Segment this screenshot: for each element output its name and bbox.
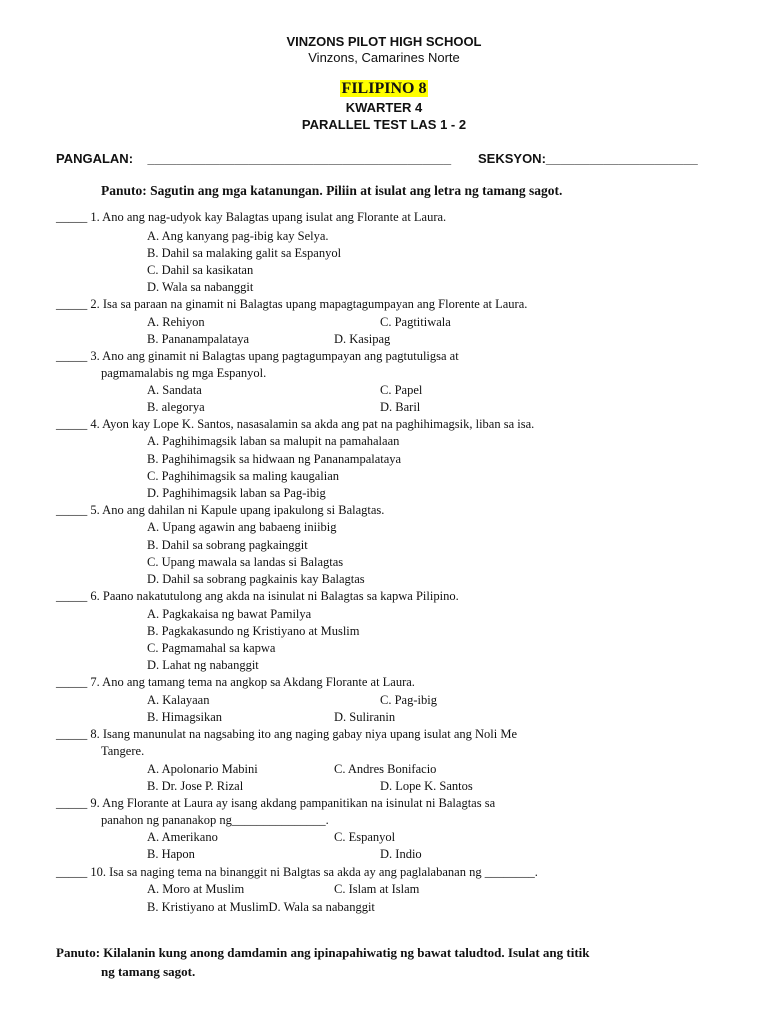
test-name: PARALLEL TEST LAS 1 - 2 [301,117,467,132]
option: B. Himagsikan [147,710,222,724]
name-field [56,150,451,168]
option: D. Wala sa nabanggit [147,280,254,294]
question-1: _____ 1. Ano ang nag-udyok kay Balagtas upang isulat ang Florante at Laura. [56,210,447,224]
option: A. Sandata [147,383,202,397]
option: B. Dahil sa malaking galit sa Espanyol [147,246,342,260]
option: B. Pagkakasundo ng Kristiyano at Muslim [147,624,360,638]
option: A. Amerikano [147,830,218,844]
subject-title-wrap [0,80,768,98]
option: D. Suliranin [334,710,396,724]
option: C. Islam at Islam [334,882,420,896]
name-blank: __________________________________________ [147,151,452,166]
section-field [478,150,698,168]
option: C. Pagtitiwala [380,315,451,329]
option: A. Rehiyon [147,315,205,329]
subject-title: FILIPINO 8 [341,80,427,97]
section-label: SEKSYON: [478,151,546,166]
option: A. Apolonario Mabini [147,762,258,776]
option: B. Kristiyano at MuslimD. Wala sa nabanggit [147,900,375,914]
question-7: _____ 7. Ano ang tamang tema na angkop sa Akdang Florante at Laura. [56,675,415,689]
option: C. Paghihimagsik sa maling kaugalian [147,469,339,483]
option: B. Dahil sa sobrang pagkainggit [147,538,308,552]
option: B. Pananampalataya [147,332,250,346]
option: D. Paghihimagsik laban sa Pag-ibig [147,486,326,500]
instruction-2-cont: ng tamang sagot. [101,964,196,979]
option: D. Dahil sa sobrang pagkainis kay Balagtas [147,572,365,586]
option: C. Espanyol [334,830,396,844]
question-5: _____ 5. Ano ang dahilan ni Kapule upang ipakulong si Balagtas. [56,503,385,517]
option: B. alegorya [147,400,205,414]
option: D. Lahat ng nabanggit [147,658,259,672]
instruction-1: Panuto: Sagutin ang mga katanungan. Piliin at isulat ang letra ng tamang sagot. [101,183,563,198]
question-2: _____ 2. Isa sa paraan na ginamit ni Balagtas upang mapagtagumpayan ang Florente at Laura. [56,297,528,311]
question-3-cont: pagmamalabis ng mga Espanyol. [101,366,267,380]
option: A. Kalayaan [147,693,210,707]
option: D. Indio [380,847,422,861]
option: C. Andres Bonifacio [334,762,437,776]
instruction-2: Panuto: Kilalanin kung anong damdamin ang ipinapahiwatig ng bawat taludtod. Isulat ang titik [56,945,590,960]
option: D. Kasipag [334,332,391,346]
option: C. Pagmamahal sa kapwa [147,641,276,655]
quarter-label: KWARTER 4 [345,100,423,115]
question-10: _____ 10. Isa sa naging tema na binanggit ni Balgtas sa akda ay ang paglalabanan ng ________. [56,865,538,879]
question-6: _____ 6. Paano nakatutulong ang akda na isinulat ni Balagtas sa kapwa Pilipino. [56,589,459,603]
option: C. Pag-ibig [380,693,437,707]
question-9: _____ 9. Ang Florante at Laura ay isang akdang pampanitikan na isinulat ni Balagtas sa [56,796,496,810]
question-8-cont: Tangere. [101,744,145,758]
option: A. Paghihimagsik laban sa malupit na pamahalaan [147,434,400,448]
question-3: _____ 3. Ano ang ginamit ni Balagtas upang pagtagumpayan ang pagtutuligsa at [56,349,459,363]
option: C. Dahil sa kasikatan [147,263,254,277]
option: A. Upang agawin ang babaeng iniibig [147,520,337,534]
option: A. Moro at Muslim [147,882,245,896]
option: C. Papel [380,383,423,397]
school-address: Vinzons, Camarines Norte [308,50,460,65]
question-4: _____ 4. Ayon kay Lope K. Santos, nasasalamin sa akda ang pat na paghihimagsik, liban sa isa. [56,417,535,431]
option: B. Hapon [147,847,195,861]
option: C. Upang mawala sa landas si Balagtas [147,555,344,569]
option: B. Paghihimagsik sa hidwaan ng Pananampalataya [147,452,402,466]
option: D. Lope K. Santos [380,779,473,793]
option: A. Pagkakaisa ng bawat Pamilya [147,607,312,621]
question-8: _____ 8. Isang manunulat na nagsabing ito ang naging gabay niya upang isulat ang Noli Me [56,727,518,741]
section-blank: _____________________ [545,151,698,166]
option: D. Baril [380,400,421,414]
name-label: PANGALAN: [56,151,134,166]
school-name: VINZONS PILOT HIGH SCHOOL [286,34,482,49]
question-9-cont: panahon ng pananakop ng_______________. [101,813,329,827]
option: B. Dr. Jose P. Rizal [147,779,244,793]
option: A. Ang kanyang pag-ibig kay Selya. [147,229,329,243]
